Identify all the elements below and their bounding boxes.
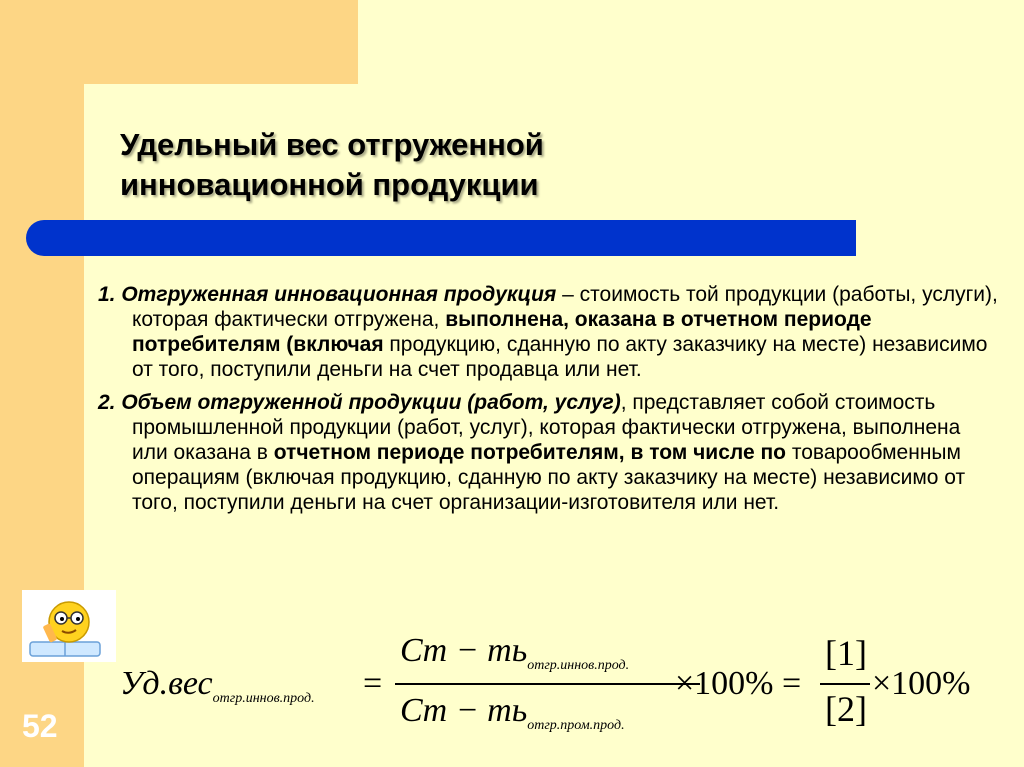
formula xyxy=(120,630,1000,740)
formula-lhs-text: Уд.вес xyxy=(120,665,213,702)
formula-numerator-subscript: отгр.иннов.прод. xyxy=(527,657,630,673)
formula-numerator xyxy=(400,632,629,674)
paragraph-2-head: 2. Объем отгруженной продукции (работ, услуг) xyxy=(98,391,621,414)
body-text xyxy=(98,282,998,523)
title-line-1: Удельный вес отгруженной xyxy=(120,127,544,162)
formula-bracket-numerator: [1] xyxy=(825,633,867,673)
formula-bracket-fraction xyxy=(820,630,880,740)
formula-lhs-subscript: отгр.иннов.прод. xyxy=(212,690,315,706)
paragraph-2-bold: отчетном периоде потребителям, в том числе по xyxy=(273,441,786,464)
title-underline-bar xyxy=(26,220,856,256)
slide-title xyxy=(120,125,544,205)
paragraph-2-text-a: , представляет собой стоимость промышленной продукции (работ, услуг), которая фактически отгружена, выполнена или оказана в xyxy=(132,391,961,464)
paragraph-2-text-b: товарообменным операциям (включая продукцию, сданную по акту заказчику на месте) независимо от того, поступили деньги на счет организации-изготовителя или нет. xyxy=(132,441,966,514)
formula-main-fraction xyxy=(395,630,700,740)
formula-numerator-text: Cт − ть xyxy=(400,632,528,669)
paragraph-1-head: 1. Отгруженная инновационная продукция xyxy=(98,283,557,306)
title-line-2: инновационной продукции xyxy=(120,167,539,202)
formula-bracket-line xyxy=(820,683,870,685)
formula-times-percent-2: ×100% xyxy=(872,665,971,702)
paragraph-1 xyxy=(98,282,998,382)
formula-lhs xyxy=(120,665,315,707)
formula-times-percent-1: ×100% = xyxy=(675,665,802,702)
thinking-smiley-icon xyxy=(22,590,116,662)
paragraph-2 xyxy=(98,390,998,515)
formula-denominator-text: Cт − ть xyxy=(400,692,528,729)
paragraph-1-bold: выполнена, оказана в отчетном периоде потребителям (включая xyxy=(132,308,872,356)
formula-denominator xyxy=(400,692,625,734)
paragraph-1-text-a: – стоимость той продукции (работы, услуги), которая фактически отгружена, xyxy=(132,283,998,331)
page-number: 52 xyxy=(22,708,58,744)
formula-bracket-denominator: [2] xyxy=(825,689,867,729)
formula-equals: = xyxy=(363,665,383,702)
paragraph-1-text-b: продукцию, сданную по акту заказчику на месте) независимо от того, поступили деньги на счет продавца или нет. xyxy=(132,333,988,381)
formula-denominator-subscript: отгр.пром.прод. xyxy=(527,717,625,733)
formula-fraction-line xyxy=(395,683,700,685)
